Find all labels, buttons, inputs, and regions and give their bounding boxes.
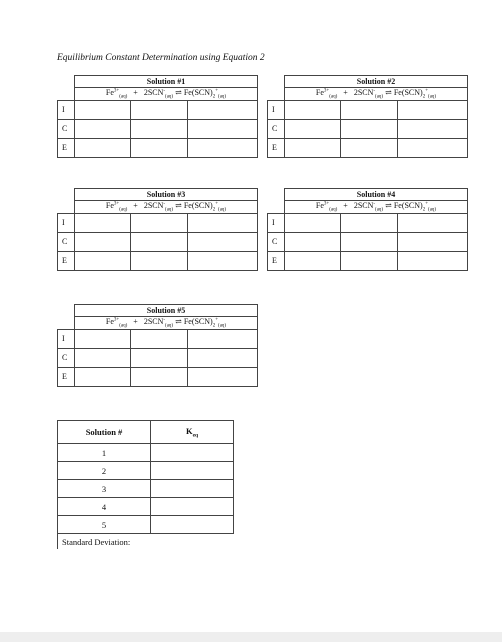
keq-input[interactable] [151,444,234,462]
keq-input[interactable] [151,498,234,516]
cell-input[interactable] [75,100,131,119]
ice-table-solution-1 [57,75,258,158]
cell-input[interactable] [285,232,341,251]
solution-title: Solution #5 [75,305,258,317]
ice-table-solution-5 [57,304,258,387]
solution-title: Solution #1 [75,76,258,88]
reaction-equation: $Fe^{3+}_{(aq)}$ + $2SCN^-_{(aq)}$ ⇌ $Fe(SCN)_2^+_{(aq)}$ [75,201,258,214]
cell-input[interactable] [188,251,258,270]
row-label-equilibrium: E [58,138,75,157]
cell-input[interactable] [188,329,258,348]
cell-input[interactable] [131,138,188,157]
column-header-keq: $K_{eq}$ [151,421,234,444]
keq-input[interactable] [151,516,234,534]
cell-input[interactable] [341,119,398,138]
reaction-equation: $Fe^{3+}_{(aq)}$ + $2SCN^-_{(aq)}$ ⇌ $Fe(SCN)_2^+_{(aq)}$ [285,88,468,101]
row-label-change: C [268,119,285,138]
cell-input[interactable] [285,213,341,232]
solution-title: Solution #4 [285,189,468,201]
standard-deviation-field[interactable]: Standard Deviation: [58,534,234,550]
row-label-equilibrium: E [268,251,285,270]
keq-input[interactable] [151,480,234,498]
row-label-change: C [58,232,75,251]
cell-input[interactable] [75,329,131,348]
reaction-equation: $Fe^{3+}_{(aq)}$ + $2SCN^-_{(aq)}$ ⇌ $Fe(SCN)_2^+_{(aq)}$ [285,201,468,214]
cell-input[interactable] [131,329,188,348]
row-label-initial: I [268,100,285,119]
row-label-equilibrium: E [268,138,285,157]
cell-input[interactable] [75,348,131,367]
solution-title: Solution #3 [75,189,258,201]
column-header-solution: Solution # [58,421,151,444]
cell-input[interactable] [398,232,468,251]
reaction-equation: $Fe^{3+}_{(aq)}$ + $2SCN^-_{(aq)}$ ⇌ $Fe(SCN)_2^+_{(aq)}$ [75,88,258,101]
cell-input[interactable] [75,138,131,157]
cell-input[interactable] [285,138,341,157]
cell-input[interactable] [398,138,468,157]
cell-input[interactable] [75,367,131,386]
row-label-initial: I [268,213,285,232]
keq-input[interactable] [151,462,234,480]
solution-number: 4 [58,498,151,516]
row-label-equilibrium: E [58,251,75,270]
cell-input[interactable] [341,138,398,157]
cell-input[interactable] [188,232,258,251]
cell-input[interactable] [398,100,468,119]
cell-input[interactable] [341,213,398,232]
cell-input[interactable] [398,119,468,138]
row-label-change: C [268,232,285,251]
cell-input[interactable] [75,232,131,251]
row-label-equilibrium: E [58,367,75,386]
cell-input[interactable] [131,100,188,119]
row-label-change: C [58,348,75,367]
cell-input[interactable] [188,367,258,386]
cell-input[interactable] [131,232,188,251]
ice-table-solution-3 [57,188,258,271]
ice-table-solution-4 [267,188,468,271]
cell-input[interactable] [188,138,258,157]
row-label-change: C [58,119,75,138]
cell-input[interactable] [131,251,188,270]
cell-input[interactable] [75,119,131,138]
cell-input[interactable] [341,251,398,270]
solution-title: Solution #2 [285,76,468,88]
cell-input[interactable] [75,213,131,232]
document-title: Equilibrium Constant Determination using Equation 2 [57,53,265,63]
cell-input[interactable] [188,213,258,232]
reaction-equation: $Fe^{3+}_{(aq)}$ + $2SCN^-_{(aq)}$ ⇌ $Fe(SCN)_2^+_{(aq)}$ [75,317,258,330]
cell-input[interactable] [131,348,188,367]
cell-input[interactable] [285,119,341,138]
solution-number: 3 [58,480,151,498]
solution-number: 5 [58,516,151,534]
cell-input[interactable] [398,213,468,232]
cell-input[interactable] [341,232,398,251]
cell-input[interactable] [75,251,131,270]
cell-input[interactable] [131,213,188,232]
solution-number: 1 [58,444,151,462]
cell-input[interactable] [131,367,188,386]
solution-number: 2 [58,462,151,480]
keq-summary-table [57,420,234,549]
row-label-initial: I [58,213,75,232]
cell-input[interactable] [341,100,398,119]
cell-input[interactable] [188,119,258,138]
cell-input[interactable] [131,119,188,138]
row-label-initial: I [58,329,75,348]
cell-input[interactable] [285,251,341,270]
cell-input[interactable] [285,100,341,119]
cell-input[interactable] [188,348,258,367]
row-label-initial: I [58,100,75,119]
cell-input[interactable] [398,251,468,270]
ice-table-solution-2 [267,75,468,158]
viewer-bottom-bar [0,632,502,642]
cell-input[interactable] [188,100,258,119]
